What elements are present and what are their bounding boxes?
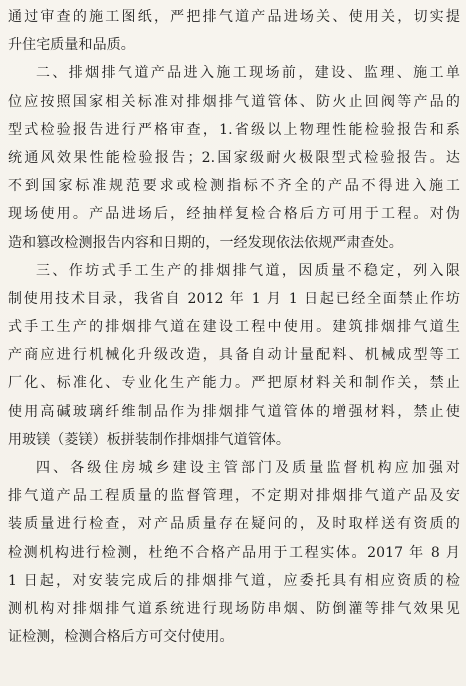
text-line: 位应按照国家相关标准对排烟排气道管体、防火止回阀等产品的 [8,93,460,110]
text-line: 三、作坊式手工生产的排烟排气道，因质量不稳定，列入限 [36,262,460,279]
text-line: 不到国家标准规范要求或检测指标不齐全的产品不得进入施工 [8,178,460,195]
text-line: 造和篡改检测报告内容和日期的，一经发现依法依规严肃查处。 [8,234,403,251]
text-line: 现场使用。产品进场后，经抽样复检合格后方可用于工程。对伪 [8,206,460,223]
text-line: 型式检验报告进行严格审查，1.省级以上物理性能检验报告和系 [8,121,460,138]
text-line: 制使用技术目录，我省自 2012 年 1 月 1 日起已经全面禁止作坊 [8,290,460,307]
text-line: 二、排烟排气道产品进入施工现场前，建设、监理、施工单 [36,65,460,82]
text-line: 测机构对排烟排气道系统进行现场防串烟、防倒灌等排气效果见 [8,600,460,617]
text-line: 排气道产品工程质量的监督管理，不定期对排烟排气道产品及安 [8,488,460,505]
text-line: 用玻镁（菱镁）板拼装制作排烟排气道管体。 [8,431,290,448]
text-line: 式手工生产的排烟排气道在建设工程中使用。建筑排烟排气道生 [8,319,460,336]
text-line: 四、各级住房城乡建设主管部门及质量监督机构应加强对 [36,460,460,476]
text-line: 使用高碱玻璃纤维制品作为排烟排气道管体的增强材料，禁止使 [8,403,460,420]
text-line: 通过审查的施工图纸，严把排气道产品进场关、使用关，切实提 [8,9,460,25]
text-line: 统通风效果性能检验报告；2.国家级耐火极限型式检验报告。达 [8,149,460,166]
document-body [8,3,460,651]
text-line: 升住宅质量和品质。 [8,37,135,54]
text-line: 证检测，检测合格后方可交付使用。 [8,629,234,646]
text-line: 产商应进行机械化升级改造，具备自动计量配料、机械成型等工 [8,347,460,364]
text-line: 厂化、标准化、专业化生产能力。严把原材料关和制作关，禁止 [8,375,460,392]
text-line: 检测机构进行检测，杜绝不合格产品用于工程实体。2017 年 8 月 [8,544,460,561]
text-line: 装质量进行检查，对产品质量存在疑问的，及时取样送有资质的 [8,516,460,533]
text-line: 1 日起，对安装完成后的排烟排气道，应委托具有相应资质的检 [8,572,460,589]
